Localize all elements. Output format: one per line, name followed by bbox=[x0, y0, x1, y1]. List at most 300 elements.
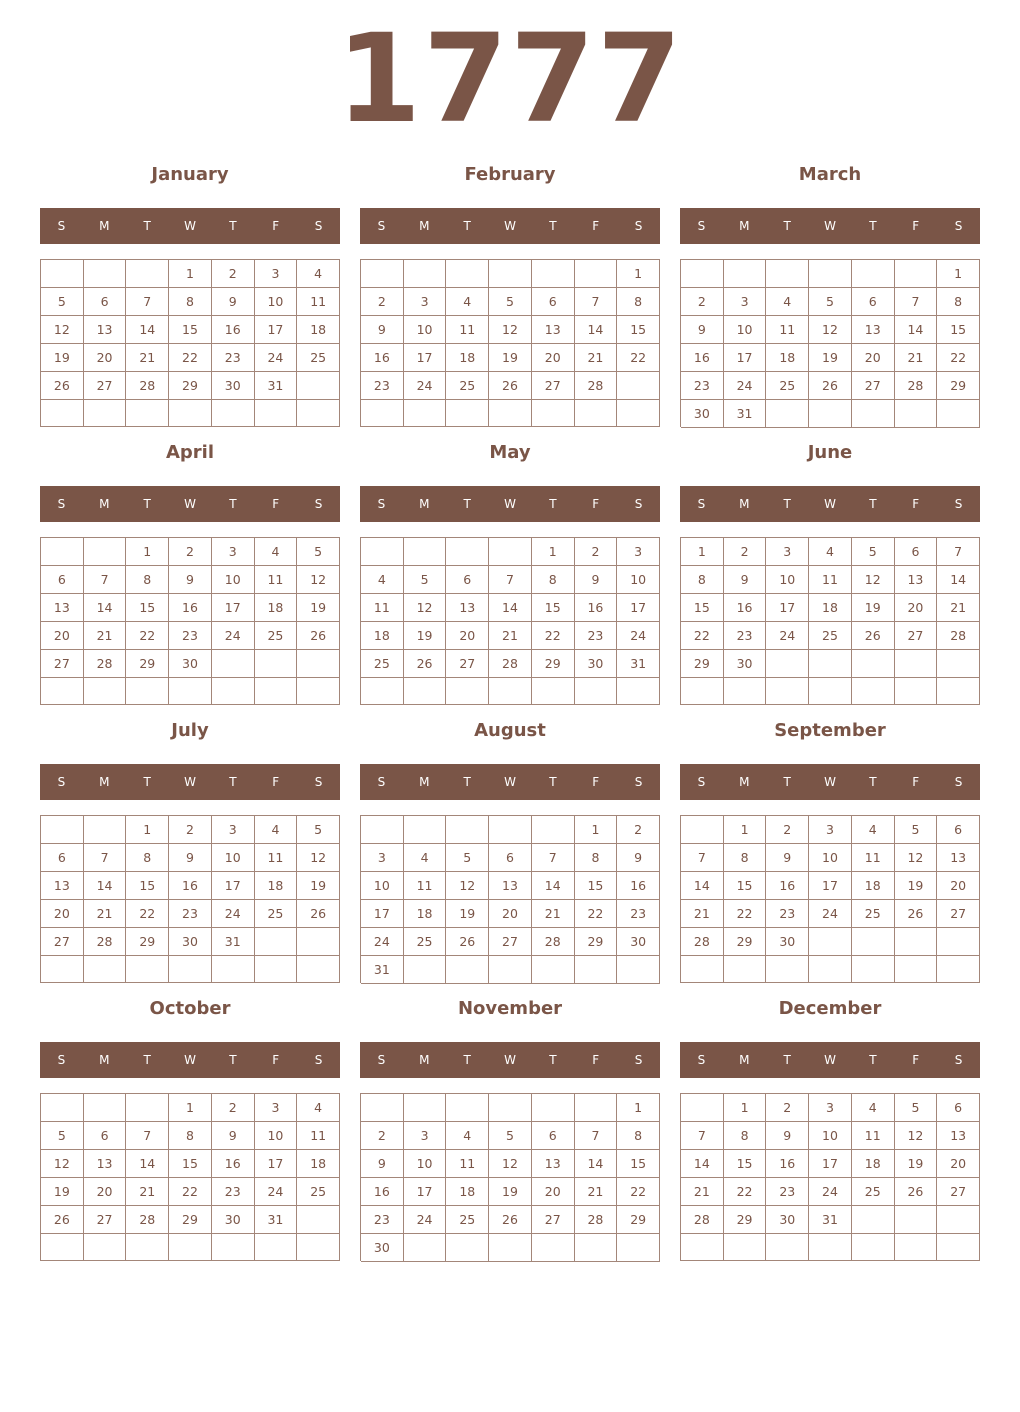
day-cell: 22 bbox=[126, 900, 169, 928]
day-cell: 22 bbox=[169, 344, 212, 372]
day-cell: 23 bbox=[766, 1178, 809, 1206]
day-cell bbox=[404, 956, 447, 984]
day-cell: 16 bbox=[212, 1150, 255, 1178]
day-cell bbox=[766, 956, 809, 983]
day-cell: 6 bbox=[852, 288, 895, 316]
month-name: September bbox=[774, 720, 886, 741]
day-cell: 21 bbox=[575, 344, 618, 372]
weekday-label: W bbox=[504, 219, 516, 233]
weekday-label: F bbox=[272, 775, 280, 789]
day-cell: 9 bbox=[169, 844, 212, 872]
weekday-label: T bbox=[783, 1053, 791, 1067]
weekday-label: S bbox=[57, 497, 66, 511]
day-cell: 7 bbox=[532, 844, 575, 872]
day-cell: 15 bbox=[126, 872, 169, 900]
day-cell: 16 bbox=[724, 594, 767, 622]
day-cell: 20 bbox=[84, 1178, 127, 1206]
day-cell: 13 bbox=[937, 1122, 980, 1150]
day-cell: 27 bbox=[41, 928, 84, 956]
day-cell: 22 bbox=[126, 622, 169, 650]
day-cell: 13 bbox=[937, 844, 980, 872]
day-cell: 12 bbox=[489, 316, 532, 344]
day-cell: 18 bbox=[766, 344, 809, 372]
weekday-label: F bbox=[912, 497, 920, 511]
day-cell: 19 bbox=[852, 594, 895, 622]
day-cell: 17 bbox=[809, 872, 852, 900]
day-cell: 31 bbox=[255, 372, 298, 400]
weekday-label: W bbox=[824, 219, 836, 233]
day-cell bbox=[212, 678, 255, 705]
day-cell: 18 bbox=[297, 316, 340, 344]
day-cell bbox=[212, 1234, 255, 1261]
weekday-label: S bbox=[954, 775, 963, 789]
weekday-label: T bbox=[869, 1053, 877, 1067]
day-cell: 26 bbox=[489, 372, 532, 400]
day-cell: 15 bbox=[681, 594, 724, 622]
day-cell: 27 bbox=[937, 900, 980, 928]
weekday-label: M bbox=[419, 219, 430, 233]
day-cell: 8 bbox=[126, 844, 169, 872]
day-cell: 5 bbox=[489, 1122, 532, 1150]
day-cell: 14 bbox=[681, 1150, 724, 1178]
day-cell: 6 bbox=[41, 566, 84, 594]
day-cell bbox=[852, 928, 895, 956]
day-cell bbox=[575, 956, 618, 984]
day-cell bbox=[681, 1094, 724, 1122]
day-cell: 16 bbox=[575, 594, 618, 622]
day-cell: 1 bbox=[575, 816, 618, 844]
day-cell: 6 bbox=[41, 844, 84, 872]
day-cell: 3 bbox=[617, 538, 660, 566]
day-cell: 25 bbox=[297, 1178, 340, 1206]
day-cell: 30 bbox=[169, 928, 212, 956]
day-cell: 25 bbox=[766, 372, 809, 400]
month-name: July bbox=[171, 720, 209, 741]
day-cell bbox=[297, 400, 340, 427]
day-cell: 7 bbox=[84, 566, 127, 594]
day-cell: 11 bbox=[297, 288, 340, 316]
day-cell bbox=[361, 678, 404, 705]
weekday-header bbox=[360, 1042, 660, 1078]
day-cell: 27 bbox=[852, 372, 895, 400]
weekday-label: T bbox=[549, 775, 557, 789]
day-cell: 3 bbox=[212, 816, 255, 844]
weekday-header bbox=[680, 764, 980, 800]
day-cell bbox=[809, 1234, 852, 1261]
weekday-label: T bbox=[463, 775, 471, 789]
day-grid bbox=[40, 815, 340, 983]
weekday-label: S bbox=[57, 775, 66, 789]
day-cell bbox=[84, 816, 127, 844]
day-cell: 23 bbox=[575, 622, 618, 650]
weekday-label: S bbox=[314, 775, 323, 789]
day-cell bbox=[361, 400, 404, 427]
day-cell bbox=[404, 538, 447, 566]
day-cell: 26 bbox=[446, 928, 489, 956]
day-cell: 17 bbox=[212, 594, 255, 622]
weekday-label: T bbox=[229, 1053, 237, 1067]
day-cell: 6 bbox=[937, 1094, 980, 1122]
day-cell: 27 bbox=[937, 1178, 980, 1206]
day-cell bbox=[895, 1206, 938, 1234]
day-cell bbox=[41, 1094, 84, 1122]
day-cell: 24 bbox=[809, 1178, 852, 1206]
day-cell: 22 bbox=[617, 1178, 660, 1206]
day-cell bbox=[446, 816, 489, 844]
weekday-label: F bbox=[912, 775, 920, 789]
day-cell: 9 bbox=[617, 844, 660, 872]
day-cell: 19 bbox=[895, 1150, 938, 1178]
day-cell bbox=[404, 816, 447, 844]
day-cell: 1 bbox=[617, 260, 660, 288]
weekday-header bbox=[680, 486, 980, 522]
day-cell: 12 bbox=[895, 844, 938, 872]
day-cell: 24 bbox=[212, 900, 255, 928]
day-cell: 7 bbox=[489, 566, 532, 594]
day-cell: 5 bbox=[809, 288, 852, 316]
day-cell: 30 bbox=[575, 650, 618, 678]
day-cell: 9 bbox=[212, 1122, 255, 1150]
day-cell bbox=[681, 678, 724, 705]
weekday-label: M bbox=[739, 219, 750, 233]
weekday-label: T bbox=[783, 219, 791, 233]
day-cell: 28 bbox=[575, 1206, 618, 1234]
day-cell: 1 bbox=[126, 816, 169, 844]
day-cell bbox=[617, 678, 660, 705]
day-cell: 7 bbox=[681, 1122, 724, 1150]
month-name: August bbox=[474, 720, 546, 741]
day-cell: 23 bbox=[724, 622, 767, 650]
day-cell bbox=[361, 538, 404, 566]
day-cell bbox=[489, 400, 532, 427]
day-cell: 16 bbox=[361, 1178, 404, 1206]
day-cell: 2 bbox=[766, 816, 809, 844]
weekday-label: S bbox=[954, 497, 963, 511]
day-cell: 23 bbox=[681, 372, 724, 400]
day-cell: 18 bbox=[809, 594, 852, 622]
weekday-label: T bbox=[869, 775, 877, 789]
day-cell bbox=[532, 400, 575, 427]
day-cell bbox=[297, 650, 340, 678]
day-cell bbox=[532, 816, 575, 844]
day-cell bbox=[361, 1094, 404, 1122]
day-cell: 11 bbox=[255, 844, 298, 872]
day-cell: 27 bbox=[41, 650, 84, 678]
day-cell bbox=[809, 678, 852, 705]
day-cell: 18 bbox=[446, 344, 489, 372]
day-cell bbox=[809, 928, 852, 956]
weekday-label: M bbox=[419, 497, 430, 511]
weekday-label: S bbox=[57, 219, 66, 233]
day-cell: 10 bbox=[361, 872, 404, 900]
weekday-label: M bbox=[99, 775, 110, 789]
day-cell: 4 bbox=[446, 1122, 489, 1150]
weekday-label: T bbox=[143, 775, 151, 789]
month-march bbox=[680, 164, 980, 427]
day-cell bbox=[852, 650, 895, 678]
weekday-label: F bbox=[272, 1053, 280, 1067]
month-june bbox=[680, 442, 980, 705]
day-cell: 15 bbox=[724, 872, 767, 900]
day-cell: 12 bbox=[446, 872, 489, 900]
day-cell: 14 bbox=[937, 566, 980, 594]
day-cell bbox=[297, 678, 340, 705]
month-name: March bbox=[798, 164, 862, 185]
day-cell bbox=[575, 1234, 618, 1262]
day-cell bbox=[212, 400, 255, 427]
day-cell: 1 bbox=[532, 538, 575, 566]
day-cell bbox=[404, 678, 447, 705]
weekday-label: W bbox=[184, 219, 196, 233]
day-cell bbox=[255, 928, 298, 956]
day-cell: 1 bbox=[681, 538, 724, 566]
day-cell bbox=[937, 956, 980, 983]
day-cell: 9 bbox=[361, 316, 404, 344]
weekday-header bbox=[360, 208, 660, 244]
day-cell: 28 bbox=[532, 928, 575, 956]
weekday-label: T bbox=[549, 497, 557, 511]
day-cell: 3 bbox=[255, 260, 298, 288]
day-cell: 21 bbox=[84, 622, 127, 650]
day-cell: 21 bbox=[681, 900, 724, 928]
day-cell: 20 bbox=[532, 1178, 575, 1206]
day-cell: 29 bbox=[532, 650, 575, 678]
day-cell bbox=[681, 260, 724, 288]
day-cell: 7 bbox=[126, 1122, 169, 1150]
weekday-label: F bbox=[592, 775, 600, 789]
day-cell: 8 bbox=[724, 1122, 767, 1150]
day-cell: 24 bbox=[404, 372, 447, 400]
day-cell: 4 bbox=[297, 1094, 340, 1122]
day-cell: 18 bbox=[852, 1150, 895, 1178]
day-cell: 29 bbox=[724, 928, 767, 956]
month-may bbox=[360, 442, 660, 705]
day-cell bbox=[41, 956, 84, 983]
day-cell: 11 bbox=[852, 1122, 895, 1150]
day-cell bbox=[255, 956, 298, 983]
day-cell: 11 bbox=[766, 316, 809, 344]
day-cell: 28 bbox=[681, 928, 724, 956]
weekday-label: W bbox=[824, 1053, 836, 1067]
day-cell: 3 bbox=[404, 1122, 447, 1150]
day-cell: 2 bbox=[212, 260, 255, 288]
weekday-label: W bbox=[184, 1053, 196, 1067]
day-cell: 27 bbox=[532, 1206, 575, 1234]
day-cell: 22 bbox=[724, 1178, 767, 1206]
day-cell: 27 bbox=[489, 928, 532, 956]
day-cell: 17 bbox=[617, 594, 660, 622]
day-cell: 15 bbox=[126, 594, 169, 622]
day-cell: 26 bbox=[852, 622, 895, 650]
day-cell: 26 bbox=[895, 900, 938, 928]
day-cell bbox=[361, 260, 404, 288]
weekday-label: T bbox=[549, 1053, 557, 1067]
day-cell: 12 bbox=[297, 566, 340, 594]
day-cell: 30 bbox=[617, 928, 660, 956]
day-cell: 1 bbox=[617, 1094, 660, 1122]
day-grid bbox=[360, 537, 660, 705]
day-cell: 6 bbox=[895, 538, 938, 566]
day-cell: 3 bbox=[404, 288, 447, 316]
day-cell: 7 bbox=[895, 288, 938, 316]
day-cell: 10 bbox=[404, 316, 447, 344]
day-cell: 6 bbox=[532, 288, 575, 316]
day-grid bbox=[360, 815, 660, 983]
weekday-label: W bbox=[504, 1053, 516, 1067]
day-cell: 2 bbox=[361, 1122, 404, 1150]
day-cell: 1 bbox=[169, 1094, 212, 1122]
day-cell bbox=[446, 260, 489, 288]
day-cell: 6 bbox=[532, 1122, 575, 1150]
day-cell: 7 bbox=[575, 1122, 618, 1150]
month-february bbox=[360, 164, 660, 427]
day-cell: 10 bbox=[809, 1122, 852, 1150]
day-cell: 19 bbox=[297, 872, 340, 900]
day-cell: 14 bbox=[575, 316, 618, 344]
day-cell: 28 bbox=[126, 1206, 169, 1234]
day-cell: 29 bbox=[126, 650, 169, 678]
weekday-label: S bbox=[634, 1053, 643, 1067]
weekday-header bbox=[40, 208, 340, 244]
day-cell: 23 bbox=[361, 1206, 404, 1234]
day-cell: 2 bbox=[169, 816, 212, 844]
day-cell: 9 bbox=[361, 1150, 404, 1178]
day-cell: 13 bbox=[895, 566, 938, 594]
day-cell: 13 bbox=[532, 1150, 575, 1178]
weekday-label: T bbox=[143, 1053, 151, 1067]
day-cell: 29 bbox=[169, 372, 212, 400]
day-cell: 17 bbox=[766, 594, 809, 622]
day-cell: 4 bbox=[852, 816, 895, 844]
day-cell: 20 bbox=[852, 344, 895, 372]
day-cell: 22 bbox=[617, 344, 660, 372]
day-cell: 16 bbox=[212, 316, 255, 344]
day-cell: 5 bbox=[895, 1094, 938, 1122]
day-cell: 26 bbox=[297, 900, 340, 928]
day-cell: 29 bbox=[169, 1206, 212, 1234]
day-cell: 10 bbox=[212, 844, 255, 872]
weekday-label: T bbox=[143, 497, 151, 511]
weekday-label: M bbox=[419, 775, 430, 789]
day-cell: 17 bbox=[255, 316, 298, 344]
day-cell: 28 bbox=[895, 372, 938, 400]
day-cell bbox=[724, 260, 767, 288]
day-cell: 29 bbox=[937, 372, 980, 400]
day-cell bbox=[575, 260, 618, 288]
day-cell: 13 bbox=[41, 594, 84, 622]
day-cell: 18 bbox=[297, 1150, 340, 1178]
day-cell: 25 bbox=[446, 372, 489, 400]
day-cell bbox=[489, 956, 532, 984]
weekday-label: S bbox=[377, 219, 386, 233]
day-cell: 21 bbox=[532, 900, 575, 928]
day-cell: 25 bbox=[361, 650, 404, 678]
month-name: May bbox=[489, 442, 531, 463]
day-cell: 11 bbox=[361, 594, 404, 622]
day-cell: 27 bbox=[895, 622, 938, 650]
month-name: April bbox=[165, 442, 215, 463]
weekday-header bbox=[40, 1042, 340, 1078]
day-cell: 30 bbox=[212, 372, 255, 400]
day-cell: 7 bbox=[126, 288, 169, 316]
day-cell: 16 bbox=[766, 1150, 809, 1178]
day-cell: 17 bbox=[212, 872, 255, 900]
day-cell bbox=[852, 260, 895, 288]
day-cell bbox=[532, 260, 575, 288]
day-cell bbox=[41, 1234, 84, 1261]
weekday-label: W bbox=[824, 775, 836, 789]
day-cell: 19 bbox=[489, 344, 532, 372]
day-cell: 24 bbox=[255, 1178, 298, 1206]
day-cell bbox=[895, 928, 938, 956]
day-cell bbox=[126, 400, 169, 427]
day-cell: 7 bbox=[575, 288, 618, 316]
day-cell bbox=[852, 956, 895, 983]
day-cell bbox=[532, 1234, 575, 1262]
day-cell: 19 bbox=[446, 900, 489, 928]
day-cell: 10 bbox=[724, 316, 767, 344]
day-cell: 24 bbox=[617, 622, 660, 650]
weekday-label: M bbox=[99, 219, 110, 233]
day-cell bbox=[489, 538, 532, 566]
day-cell bbox=[617, 372, 660, 400]
day-cell: 19 bbox=[297, 594, 340, 622]
day-cell: 1 bbox=[724, 816, 767, 844]
day-cell: 12 bbox=[41, 1150, 84, 1178]
day-grid bbox=[680, 815, 980, 983]
weekday-header bbox=[40, 764, 340, 800]
weekday-label: T bbox=[229, 775, 237, 789]
day-cell bbox=[895, 956, 938, 983]
weekday-label: F bbox=[912, 1053, 920, 1067]
day-cell: 26 bbox=[809, 372, 852, 400]
day-cell bbox=[681, 1234, 724, 1261]
day-cell: 31 bbox=[361, 956, 404, 984]
weekday-label: S bbox=[314, 1053, 323, 1067]
day-cell: 11 bbox=[297, 1122, 340, 1150]
day-cell: 31 bbox=[724, 400, 767, 428]
weekday-label: M bbox=[99, 1053, 110, 1067]
day-cell bbox=[255, 650, 298, 678]
weekday-label: S bbox=[954, 1053, 963, 1067]
weekday-label: T bbox=[783, 497, 791, 511]
day-cell: 30 bbox=[361, 1234, 404, 1262]
day-cell: 18 bbox=[852, 872, 895, 900]
day-cell: 19 bbox=[489, 1178, 532, 1206]
day-cell bbox=[532, 956, 575, 984]
day-cell: 4 bbox=[404, 844, 447, 872]
day-cell: 27 bbox=[84, 1206, 127, 1234]
day-cell bbox=[895, 678, 938, 705]
day-cell: 10 bbox=[766, 566, 809, 594]
day-cell bbox=[895, 650, 938, 678]
month-name: January bbox=[151, 164, 229, 185]
day-cell: 5 bbox=[446, 844, 489, 872]
day-cell: 20 bbox=[532, 344, 575, 372]
day-cell: 7 bbox=[84, 844, 127, 872]
day-cell: 24 bbox=[404, 1206, 447, 1234]
day-cell: 25 bbox=[255, 900, 298, 928]
day-cell bbox=[126, 1234, 169, 1261]
day-cell: 20 bbox=[937, 1150, 980, 1178]
day-cell: 16 bbox=[169, 594, 212, 622]
day-cell: 9 bbox=[575, 566, 618, 594]
day-cell: 19 bbox=[895, 872, 938, 900]
day-cell: 4 bbox=[255, 816, 298, 844]
day-cell: 18 bbox=[255, 872, 298, 900]
day-cell: 2 bbox=[361, 288, 404, 316]
day-cell: 8 bbox=[575, 844, 618, 872]
